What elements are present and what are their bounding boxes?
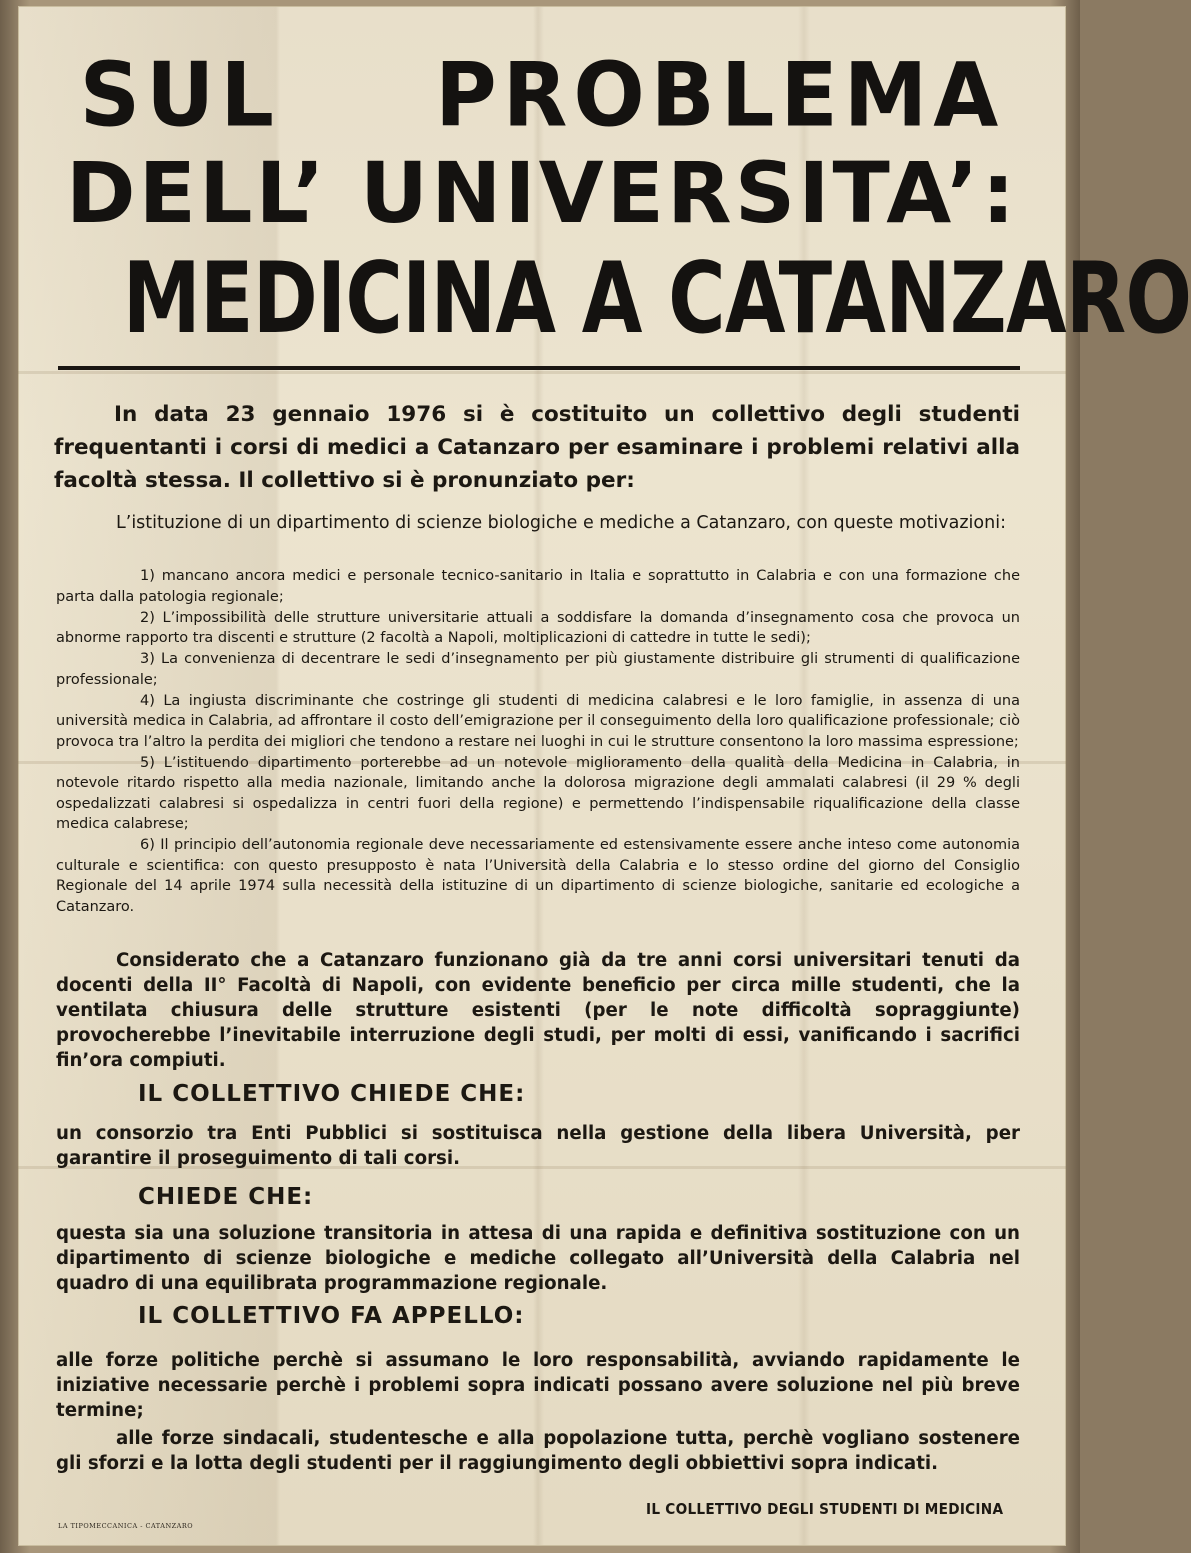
fold-crease bbox=[18, 371, 1066, 374]
section-title-chiede: IL COLLETTIVO CHIEDE CHE: bbox=[138, 1081, 526, 1107]
section-text-chiede-che: questa sia una soluzione transitoria in attesa di una rapida e definitiva sostituzione con un dipartimento di scienze biologiche e mediche collegato all’Università della Calabria nel quadro di una equilibrata programmazione regionale. bbox=[56, 1223, 1020, 1294]
headline-line-1: SUL PROBLEMA bbox=[79, 43, 1005, 147]
reason-item: 2) L’impossibilità delle strutture universitarie attuali a soddisfare la domanda d’insegnamento cosa che provoca un abnorme rapporto tra discenti e strutture (2 facoltà a Napoli, moltiplicazioni di cattedre in tutte le sedi); bbox=[56, 609, 1020, 646]
section-text-appello-1: alle forze politiche perchè si assumano le loro responsabilità, avviando rapidamente le iniziative necessarie perchè i problemi sopra indicati possano avere soluzione nel più breve termine; bbox=[56, 1350, 1020, 1421]
reason-item: 5) L’istituendo dipartimento porterebbe ad un notevole miglioramento della qualità della Medicina in Calabria, in notevole ritardo rispetto alla media nazionale, limitando anche la dolorosa migrazione degli ammalati calabresi (il 29 % degli ospedalizzati calabresi si ospedalizza in centri fuori della regione) e permettendo l’indispensabile riqualificazione della classe medica calabrese; bbox=[56, 754, 1020, 832]
headline-divider bbox=[58, 366, 1020, 370]
section-text-chiede: un consorzio tra Enti Pubblici si sostituisca nella gestione della libera Università, per garantire il proseguimento di tali corsi. bbox=[56, 1123, 1020, 1169]
considerato-paragraph: Considerato che a Catanzaro funzionano già da tre anni corsi universitari tenuti da docenti della II° Facoltà di Napoli, con evidente beneficio per circa mille studenti, che la ventilata chiusura delle strutture esistenti (per le note difficoltà sopraggiunte) provocherebbe l’inevitabile interruzione degli studi, per molti di essi, vanificando i sacrifici fin’ora compiuti. bbox=[56, 950, 1020, 1071]
reason-item: 6) Il principio dell’autonomia regionale deve necessariamente ed estensivamente essere anche inteso come autonomia culturale e scientifica: con questo presupposto è nata l’Università della Calabria e lo stesso ordine del giorno del Consiglio Regionale del 14 aprile 1974 sulla necessità della istituzine di un dipartimento di scienze biologiche, sanitarie ed ecologiche a Catanzaro. bbox=[56, 837, 1020, 915]
reason-item: 3) La convenienza di decentrare le sedi d’insegnamento per più giustamente distribuire gli strumenti di qualificazione professionale; bbox=[56, 651, 1020, 688]
headline-line-3: MEDICINA A CATANZARO bbox=[122, 242, 1191, 356]
reason-item: 1) mancano ancora medici e personale tecnico-sanitario in Italia e soprattutto in Calabria e con una formazione che parta dalla patologia regionale; bbox=[56, 568, 1020, 605]
reason-item: 4) La ingiusta discriminante che costringe gli studenti di medicina calabresi e le loro famiglie, in assenza di una università medica in Calabria, ad affrontare il costo dell’emigrazione per il conseguimento della loro qualificazione professionale; ciò provoca tra l’altro la perdita dei migliori che tendono a restare nei luoghi in cui le strutture consentono la loro massima espressione; bbox=[56, 692, 1020, 750]
signature: IL COLLETTIVO DEGLI STUDENTI DI MEDICINA bbox=[646, 1500, 1004, 1518]
section-title-chiede-che: CHIEDE CHE: bbox=[138, 1184, 314, 1210]
section-text-appello-2: alle forze sindacali, studentesche e alla popolazione tutta, perchè vogliano sostenere gli sforzi e la lotta degli studenti per il raggiungimento degli obbiettivi sopra indicati. bbox=[56, 1428, 1020, 1474]
headline-line-2: DELL’ UNIVERSITA’: bbox=[65, 144, 1019, 242]
reasons-list bbox=[56, 566, 1020, 918]
printer-imprint: LA TIPOMECCANICA - CATANZARO bbox=[58, 1522, 194, 1530]
intro-paragraph: L’istituzione di un dipartimento di scienze biologiche e mediche a Catanzaro, con queste motivazioni: bbox=[116, 513, 1006, 533]
poster bbox=[18, 6, 1191, 1546]
section-title-appello: IL COLLETTIVO FA APPELLO: bbox=[138, 1303, 525, 1329]
lead-paragraph: In data 23 gennaio 1976 si è costituito un collettivo degli studenti frequentanti i corsi di medici a Catanzaro per esaminare i problemi relativi alla facoltà stessa. Il collettivo si è pronunziato per: bbox=[54, 402, 1020, 493]
